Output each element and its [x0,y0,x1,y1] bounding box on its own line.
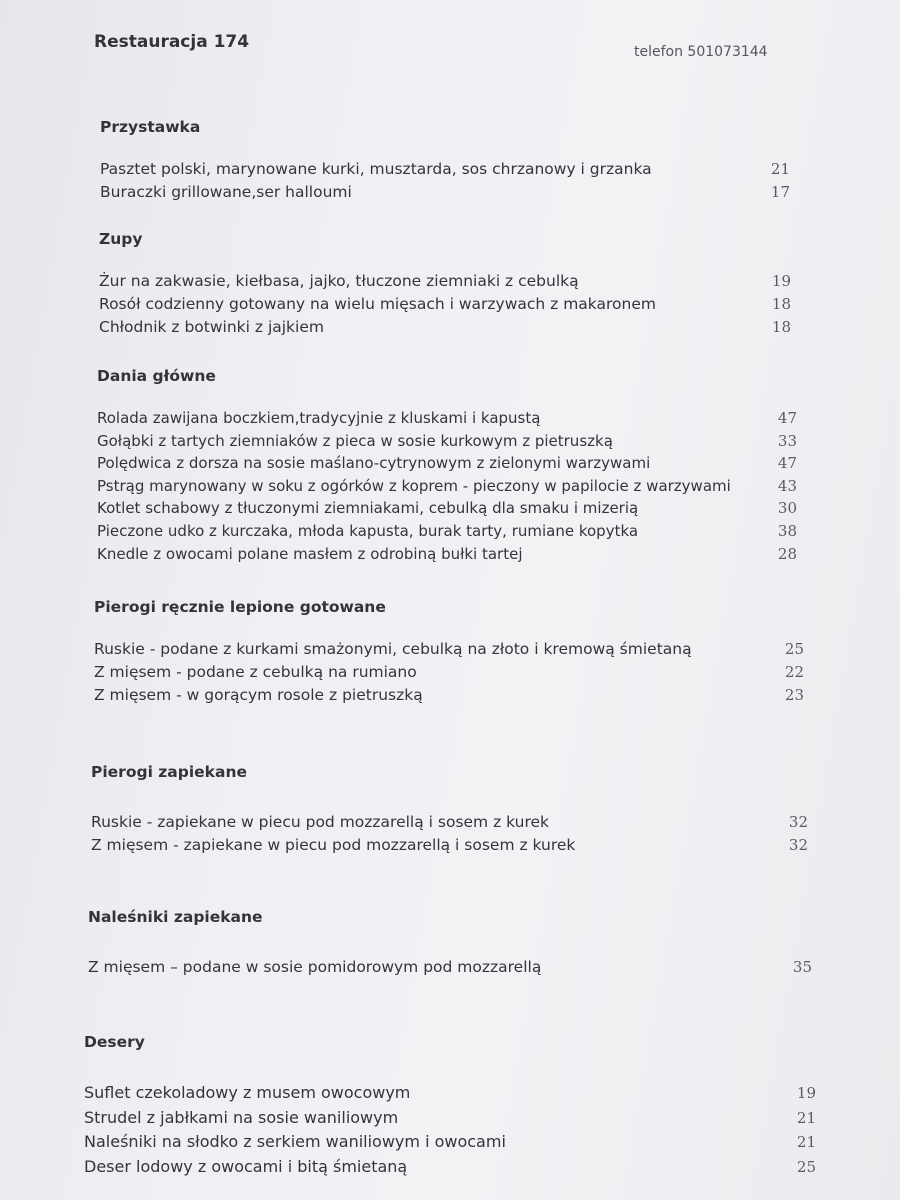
menu-item [84,1081,816,1106]
menu-item-name: Naleśniki na słodko z serkiem waniliowym i owocami [84,1132,506,1151]
menu-item-price: 21 [770,160,790,178]
phone-number: telefon 501073144 [634,44,768,60]
menu-item-price: 23 [784,686,804,704]
menu-item-name: Z mięsem - w gorącym rosole z pietruszką [94,686,423,704]
menu-item-name: Ruskie - podane z kurkami smażonymi, cebulką na złoto i kremową śmietaną [94,640,692,658]
menu-item-name: Polędwica z dorsza na sosie maślano-cytrynowym z zielonymi warzywami [97,454,651,473]
menu-item-name: Suflet czekoladowy z musem owocowym [84,1083,411,1102]
menu-item-name: Z mięsem – podane w sosie pomidorowym pod mozzarellą [88,958,542,976]
menu-item [97,430,797,453]
menu-item [94,638,804,661]
section-zupy [99,230,791,339]
section-title: Pierogi zapiekane [91,763,247,781]
section-nalesniki-zapiekane [88,908,812,979]
menu-item-price: 47 [777,454,797,473]
section-title: Przystawka [100,118,201,136]
menu-item [99,316,791,339]
menu-item-name: Pstrąg marynowany w soku z ogórków z koprem - pieczony w papilocie z warzywami [97,476,731,495]
menu-item [100,181,790,204]
section-desery [84,1033,816,1179]
menu-item-name: Rolada zawijana boczkiem,tradycyjnie z kluskami i kapustą [97,409,541,427]
menu-item-name: Rosół codzienny gotowany na wielu mięsach i warzywach z makaronem [99,295,656,313]
menu-item-name: Buraczki grillowane,ser halloumi [100,183,352,201]
section-dania-glowne [97,367,797,565]
menu-item-price: 38 [777,521,797,540]
menu-item [97,497,797,520]
menu-item-price: 25 [784,640,804,658]
menu-item [99,293,791,316]
menu-item [94,684,804,707]
menu-item [97,543,797,566]
menu-item-name: Z mięsem - zapiekane w piecu pod mozzarellą i sosem z kurek [91,836,576,854]
menu-item-price: 17 [770,183,790,201]
section-title: Dania główne [97,367,216,385]
menu-item-price: 30 [777,499,797,518]
menu-item [97,452,797,475]
menu-item-name: Żur na zakwasie, kiełbasa, jajko, tłuczone ziemniaki z cebulką [99,272,579,290]
restaurant-name: Restauracja 174 [94,32,250,52]
menu-item-price: 33 [777,431,797,450]
menu-item-price: 32 [788,836,808,854]
menu-item-name: Knedle z owocami polane masłem z odrobiną bułki tartej [97,544,523,563]
menu-item-price: 21 [796,1108,816,1127]
menu-item-price: 35 [792,958,812,976]
menu-item-name: Pasztet polski, marynowane kurki, musztarda, sos chrzanowy i grzanka [100,160,652,178]
menu-item [97,520,797,543]
menu-item-price: 19 [771,272,791,290]
menu-item-price: 19 [796,1084,816,1102]
menu-item [84,1106,816,1131]
section-pierogi-zapiekane [91,763,808,857]
menu-item [88,956,812,979]
menu-item [97,407,797,430]
menu-item [84,1155,816,1180]
menu-item-name: Strudel z jabłkami na sosie waniliowym [84,1107,399,1127]
menu-item [99,270,791,293]
menu-item-price: 43 [777,476,797,495]
menu-item [91,834,808,857]
menu-item-name: Gołąbki z tartych ziemniaków z pieca w sosie kurkowym z pietruszką [97,431,613,450]
section-title: Zupy [99,230,143,248]
menu-item [97,475,797,498]
section-pierogi-gotowane [94,598,804,707]
menu-item [84,1130,816,1155]
menu-item-name: Deser lodowy z owocami i bitą śmietaną [84,1156,408,1176]
section-title: Desery [84,1033,145,1051]
menu-item-name: Z mięsem - podane z cebulką na rumiano [94,663,417,681]
section-title: Naleśniki zapiekane [88,908,263,926]
menu-item [100,158,790,181]
menu-item-name: Pieczone udko z kurczaka, młoda kapusta, burak tarty, rumiane kopytka [97,521,639,540]
menu-item-price: 47 [777,409,797,427]
menu-item [91,811,808,834]
menu-item-price: 28 [777,544,797,563]
menu-item-name: Chłodnik z botwinki z jajkiem [99,318,324,336]
section-title: Pierogi ręcznie lepione gotowane [94,598,386,616]
menu-item [94,661,804,684]
menu-item-price: 21 [796,1133,816,1151]
menu-item-price: 18 [771,295,791,313]
menu-item-name: Ruskie - zapiekane w piecu pod mozzarellą i sosem z kurek [91,813,550,831]
menu-item-price: 22 [784,663,804,681]
section-przystawka [100,118,790,204]
menu-item-price: 32 [788,813,808,831]
menu-item-price: 25 [796,1157,816,1176]
menu-item-name: Kotlet schabowy z tłuczonymi ziemniakami, cebulką dla smaku i mizerią [97,499,639,518]
menu-item-price: 18 [771,318,791,336]
